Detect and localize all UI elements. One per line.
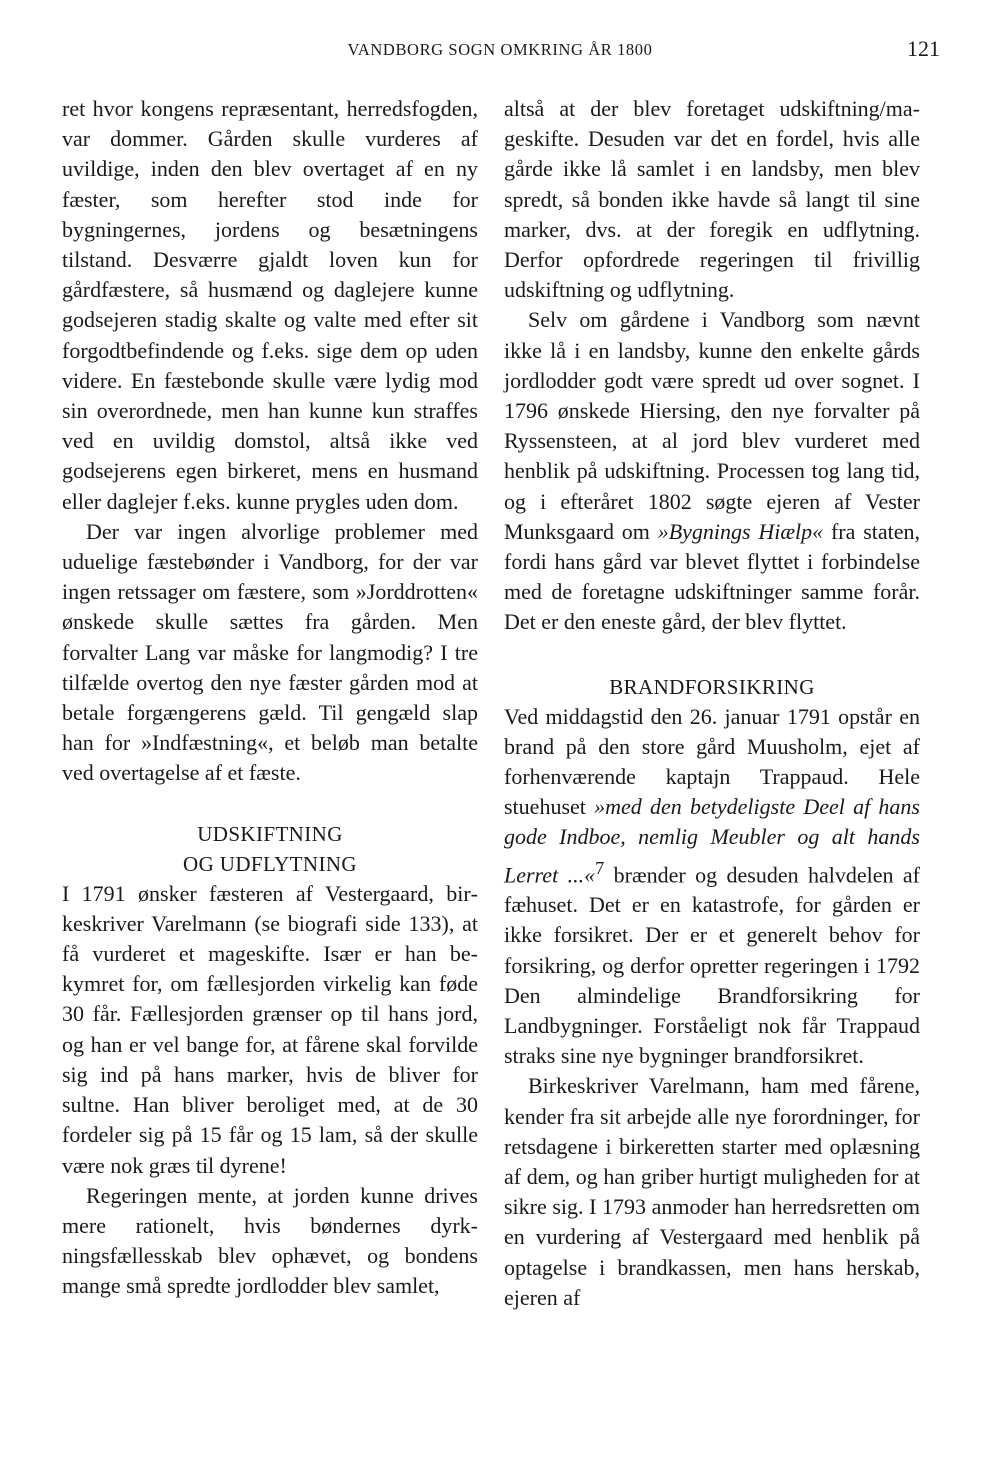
paragraph-left-1: ret hvor kongens repræsentant, herredsfogden, var dommer. Gården skulle vurderes af uvildige, inden den blev overtaget af en ny fæster, som herefter stod inde for bygningernes, jordens og besætningens tilstand. Desværre gjaldt loven kun for gårdfæstere, så husmænd og daglejere kunne godsejeren stadig skalte og valte med efter sit forgodtbefindende og f.eks. sige dem op uden videre. En fæstebonde skulle være lydig mod sin overordnede, men han kunne kun straffes ved en uvildig domstol, altså ikke ved godsejerens egen birkeret, mens en husmand eller daglejer f.eks. kunne prygles uden dom. xyxy=(62,96,478,514)
right-column xyxy=(504,94,920,1313)
paragraph-right-1: altså at der blev foretaget udskiftning/mageskifte. Desuden var det en fordel, hvis alle gårde ikke lå samlet i en landsby, men blev spredt, så bonden ikke havde så langt til sine marker, dvs. at der foregik en udflytning. Derfor opfordrede regeringen til frivillig udskiftning og udflytning. xyxy=(504,96,920,303)
paragraph-right-2-text-a: Selv om gårdene i Vandborg som nævnt ikke lå i en landsby, kunne den enkelte gårds jordlodder godt være spredt ud over sognet. I 1796 ønskede Hiersing, den nye forvalter på Ryssensteen, at al jord blev vurderet med henblik på udskiftning. Processen tog lang tid, og i efteråret 1802 søgte ejeren af Vester Munksgaard om xyxy=(504,307,920,544)
paragraph-left-3: I 1791 ønsker fæsteren af Vestergaard, birkeskriver Varelmann (se biografi side 133), at få vurderet et mageskifte. Især er han bekymret for, om fællesjorden virkelig kan føde 30 får. Fællesjorden grænser op til hans jord, og han er vel bange for, at fårene skal forvilde sig ind på hans marker, hvis de bliver for sultne. Han bliver beroliget med, at de 30 fordeler sig på 15 får og 15 lam, så der skulle være nok græs til dyrene! xyxy=(62,880,478,1178)
running-title: VANDBORG SOGN OMKRING ÅR 1800 xyxy=(347,40,653,59)
paragraph-right-3-text-a: Ved middagstid den 26. januar 1791 opstår en brand på den store gård Muusholm, ejet af forhenværende kaptajn Trappaud. Hele stuehuset xyxy=(504,703,920,820)
quote-bygnings-hiaelp: »Bygnings Hiælp« xyxy=(657,518,824,544)
heading-line-2: OG UDFLYTNING xyxy=(183,851,357,876)
paragraph-right-3 xyxy=(504,702,920,1072)
paragraph-right-4: Birkeskriver Varelmann, ham med fårene, kender fra sit arbejde alle nye forordninger, for retsdagene i birkeretten starter med oplæsning af dem, og han griber hurtigt muligheden for at sikre sig. I 1793 anmoder han herredsretten om en vurdering af Vestergaard med henblik på optagelse i brandkassen, men hans herskab, ejeren af xyxy=(504,1073,920,1310)
paragraph-right-3-text-b: brænder og desuden halvdelen af fæhuset. Det er en katastrofe, for gården er ikke forsikret. Der er et generelt behov for forsikring, og derfor opretter regeringen i 1792 Den almindelige Brandforsikring for Landbygninger. Forståeligt nok får Trappaud straks sine nye bygninger brandforsikret. xyxy=(504,862,920,1069)
paragraph-right-2 xyxy=(504,305,920,637)
paragraph-left-2: Der var ingen alvorlige problemer med uduelige fæstebønder i Vandborg, for der var ingen retssager om fæstere, som »Jorddrotten« ønskede skulle sættes fra gården. Men forvalter Lang var måske for langmodig? I tre tilfælde overtog den nye fæster gården mod at betale forgængerens gæld. Til gengæld slap han for »Indfæstning«, et beløb man betalte ved overtagelse af et fæste. xyxy=(62,518,478,786)
heading-line-1: UDSKIFTNING xyxy=(197,821,343,846)
paragraph-right-2-text-b: fra staten, fordi hans gård var blevet flyttet i forbindelse med de foretagne udskiftninger samme forår. Det er den eneste gård, der blev flyttet. xyxy=(504,518,921,635)
page-header xyxy=(60,36,940,66)
quote-stuehuset: »med den betydeligste Deel af hans gode Indboe, nemlig Meubler og alt hands Lerret ...« xyxy=(504,794,920,887)
footnote-marker: 7 xyxy=(595,857,605,878)
left-column xyxy=(62,94,478,1302)
paragraph-left-4: Regeringen mente, at jorden kunne drives mere rationelt, hvis bøndernes dyrkningsfællesskab blev ophævet, og bondens mange små spredte jordlodder blev samlet, xyxy=(62,1182,478,1299)
section-heading-udskiftning xyxy=(62,819,478,879)
section-heading-brandforsikring: BRANDFORSIKRING xyxy=(609,674,815,699)
page-number: 121 xyxy=(907,36,940,61)
